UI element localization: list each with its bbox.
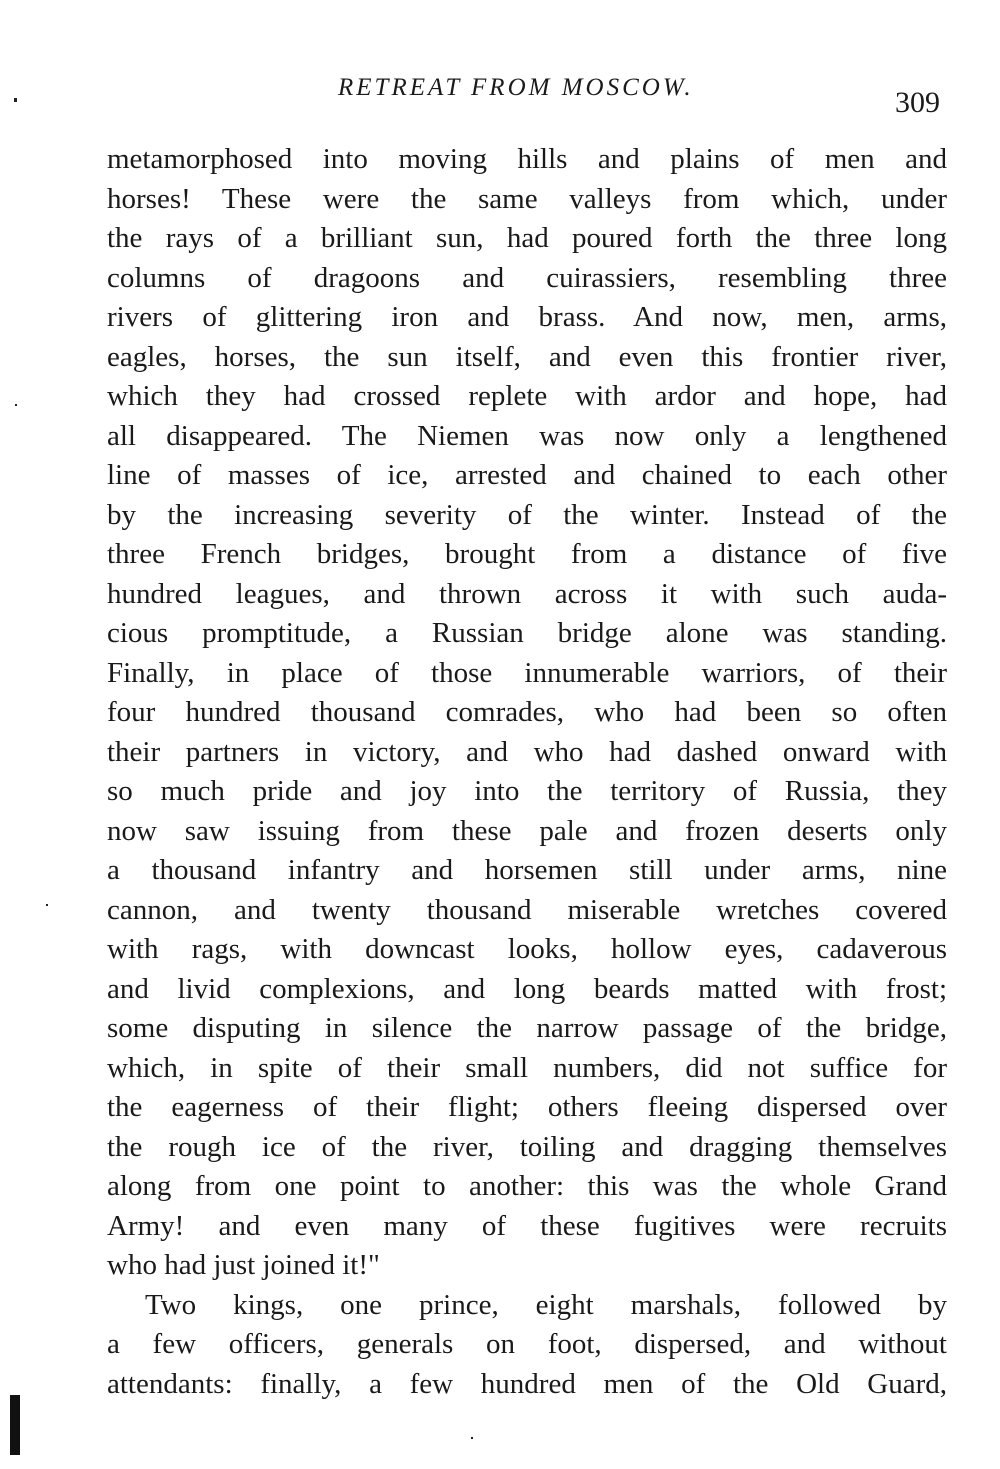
text-line: a few officers, generals on foot, dispersed, and without bbox=[107, 1328, 947, 1360]
text-line: eagles, horses, the sun itself, and even this frontier river, bbox=[107, 340, 947, 373]
body-text bbox=[107, 140, 947, 1404]
scan-edge-mark bbox=[10, 1395, 20, 1455]
text-line: which, in spite of their small numbers, did not suffice for bbox=[107, 1051, 947, 1084]
text-line: the rough ice of the river, toiling and dragging themselves bbox=[107, 1130, 947, 1163]
text-line: some disputing in silence the narrow passage of the bridge, bbox=[107, 1012, 947, 1044]
text-line: with rags, with downcast looks, hollow eyes, cadaverous bbox=[107, 933, 947, 965]
scan-speck bbox=[46, 904, 48, 906]
text-line: a thousand infantry and horsemen still under arms, nine bbox=[107, 854, 947, 886]
text-line: line of masses of ice, arrested and chained to each other bbox=[107, 459, 947, 491]
text-line: by the increasing severity of the winter. Instead of the bbox=[107, 498, 947, 531]
text-line: columns of dragoons and cuirassiers, resembling three bbox=[107, 261, 947, 294]
text-line: the eagerness of their flight; others fleeing dispersed over bbox=[107, 1091, 947, 1123]
text-line: so much pride and joy into the territory of Russia, they bbox=[107, 775, 947, 807]
text-line: four hundred thousand comrades, who had been so often bbox=[107, 696, 947, 728]
text-line: their partners in victory, and who had dashed onward with bbox=[107, 735, 947, 768]
text-line: now saw issuing from these pale and frozen deserts only bbox=[107, 814, 947, 847]
paragraph-start-line: Two kings, one prince, eight marshals, followed by bbox=[145, 1288, 947, 1321]
text-line: all disappeared. The Niemen was now only a lengthened bbox=[107, 419, 947, 452]
text-line: metamorphosed into moving hills and plains of men and bbox=[107, 143, 947, 175]
text-line: rivers of glittering iron and brass. And now, men, arms, bbox=[107, 301, 947, 333]
running-head bbox=[0, 74, 1000, 119]
text-line: the rays of a brilliant sun, had poured forth the three long bbox=[107, 222, 947, 254]
scan-speck bbox=[15, 404, 17, 406]
text-line: Finally, in place of those innumerable warriors, of their bbox=[107, 656, 947, 689]
scan-speck bbox=[14, 98, 17, 102]
running-title: RETREAT FROM MOSCOW. bbox=[338, 74, 694, 101]
text-line: which they had crossed replete with ardor and hope, had bbox=[107, 380, 947, 412]
text-line: hundred leagues, and thrown across it with such auda- bbox=[107, 577, 947, 610]
text-line: Army! and even many of these fugitives were recruits bbox=[107, 1209, 947, 1242]
text-line: horses! These were the same valleys from which, under bbox=[107, 182, 947, 215]
text-line: cious promptitude, a Russian bridge alone was standing. bbox=[107, 617, 947, 649]
page-number: 309 bbox=[895, 86, 940, 119]
text-line: cannon, and twenty thousand miserable wretches covered bbox=[107, 893, 947, 926]
text-line: who had just joined it!" bbox=[107, 1249, 380, 1281]
scan-speck bbox=[471, 1437, 473, 1439]
text-line: three French bridges, brought from a distance of five bbox=[107, 538, 947, 570]
text-line: and livid complexions, and long beards matted with frost; bbox=[107, 972, 947, 1005]
text-line: attendants: finally, a few hundred men of the Old Guard, bbox=[107, 1367, 947, 1400]
text-line: along from one point to another: this was the whole Grand bbox=[107, 1170, 947, 1202]
